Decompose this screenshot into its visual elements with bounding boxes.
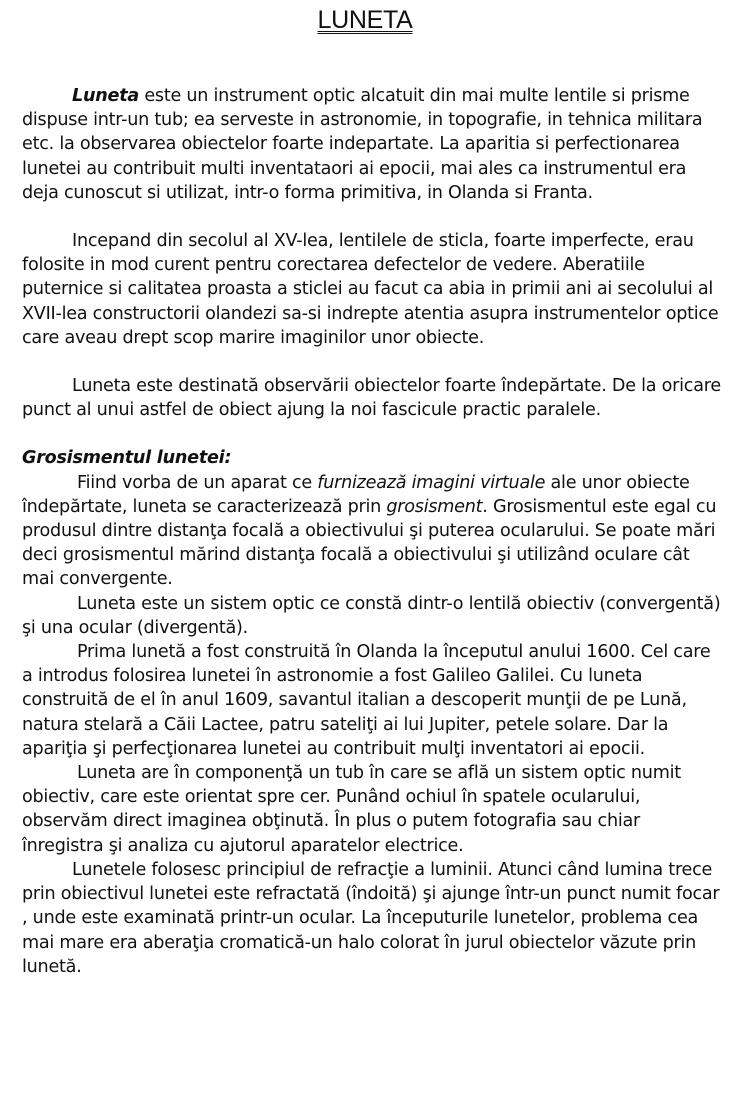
paragraph-purpose: Luneta este destinată observării obiectelor foarte îndepărtate. De la oricare punct al unui astfel de obiect ajung la noi fascicule practic paralele.	[22, 376, 721, 421]
section-heading: Grosismentul lunetei:	[22, 448, 232, 469]
paragraph-intro	[22, 84, 722, 205]
paragraph-components: Luneta are în componenţă un tub în care se află un sistem optic numit obiectiv, care este orientat spre cer. Punând ochiul în spatele ocularului, observăm direct imaginea obţinută. În plus o putem fotografia sau chiar înregistra şi analiza cu ajutorul aparatelor electrice.	[22, 763, 681, 856]
italic-term: grosisment	[386, 496, 483, 517]
paragraph-refraction: Lunetele folosesc principiul de refracţie a luminii. Atunci când lumina trece prin obiectivul lunetei este refractată (îndoită) şi ajunge într-un punct numit focar , unde este examinată printr-un ocular. La începuturile lunetelor, problema cea mai mare era aberaţia cromatică-un halo colorat în jurul obiectelor văzute prin lunetă.	[22, 859, 720, 977]
paragraph-first-telescope: Prima lunetă a fost construită în Olanda la începutul anului 1600. Cel care a introdus folosirea lunetei în astronomie a fost Galileo Galilei. Cu luneta construită de el în anul 1609, savantul italian a descoperit munţii de pe Lună, natura stelară a Căii Lactee, patru sateliţi ai lui Jupiter, petele solare. Dar la apariţia şi perfecţionarea lunetei au contribuit mulţi inventatori ai epocii.	[22, 642, 711, 759]
lead-term: Luneta	[72, 86, 139, 106]
text-run: . Grosismentul este egal cu produsul dintre distanţa focală a obiectivului şi puterea ocularului. Se poate mări deci grosismentul mărind distanţa focală a obiectivului şi utilizând oculare cât mai convergente.	[22, 496, 717, 590]
paragraph-gap	[22, 422, 722, 446]
paragraph-gap	[22, 350, 722, 374]
paragraph-history: Incepand din secolul al XV-lea, lentilele de sticla, foarte imperfecte, erau folosite in mod curent pentru corectarea defectelor de vedere. Aberatiile puternice si calitatea proasta a sticlei au facut ca abia in primii ani ai secolului al XVII-lea constructorii olandezi sa-si indrepte atentia asupra instrumentelor optice care aveau drept scop marire imaginilor unor obiecte.	[22, 231, 719, 348]
italic-term: furnizează imagini virtuale	[317, 472, 546, 493]
paragraph-gap	[22, 205, 722, 229]
text-run: Fiind vorba de un aparat ce	[77, 472, 318, 493]
text-run: ale unor obiecte îndepărtate, luneta se caracterizează prin	[22, 472, 690, 517]
title-text: LUNETA	[317, 6, 413, 34]
paragraph-optical-system: Luneta este un sistem optic ce constă dintr-o lentilă obiectiv (convergentă) şi una ocular (divergentă).	[22, 593, 721, 638]
paragraph-text: este un instrument optic alcatuit din mai multe lentile si prisme dispuse intr-un tub; ea serveste in astronomie, in topografie, in tehnica militara etc. la observarea obiectelor foarte indepartate. La aparitia si perfectionarea lunetei au contribuit multi inventataori ai epocii, mai ales ca instrumentul era deja cunoscut si utilizat, intr-o forma primitiva, in Olanda si Franta.	[22, 86, 703, 203]
page-title	[0, 4, 730, 36]
paragraph-grosisment	[22, 471, 722, 592]
document-body	[22, 84, 722, 979]
